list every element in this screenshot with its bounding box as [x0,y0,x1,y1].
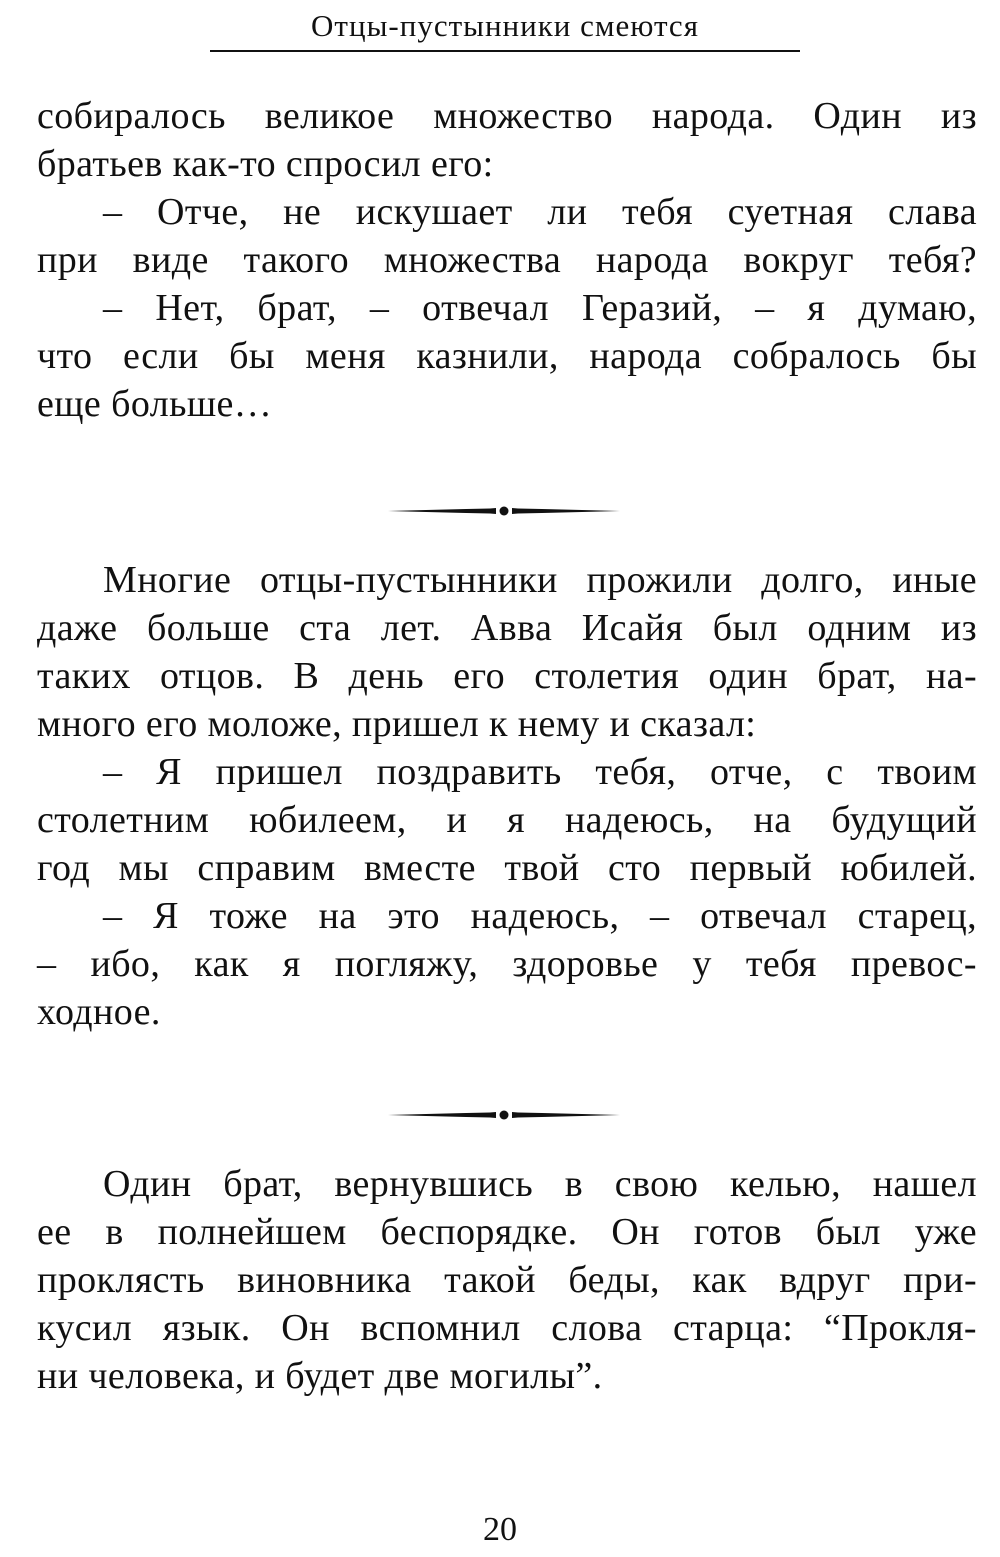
text-line: ни человека, и будет две могилы”. [37,1355,603,1397]
text-line: много его моложе, пришел к нему и сказал: [37,703,757,745]
text-line: ее в полнейшем беспорядке. Он готов был уже [37,1211,977,1253]
text-line: – ибо, как я погляжу, здоровье у тебя превос- [37,943,977,985]
section-divider-ornament [386,504,622,518]
paragraph-block-3 [37,1160,977,1400]
page-number: 20 [483,1511,517,1548]
text-line: проклясть виновника такой беды, как вдруг при- [37,1259,977,1301]
paragraph-block-1 [37,92,977,428]
paragraph-block-2 [37,556,977,1036]
text-line: ходное. [37,991,161,1033]
text-line: столетним юбилеем, и я надеюсь, на будущий [37,799,977,841]
text-line: даже больше ста лет. Авва Исайя был одним из [37,607,977,649]
text-line: – Отче, не искушает ли тебя суетная слава [103,191,977,233]
running-header: Отцы-пустынники смеются [210,6,800,52]
text-line: что если бы меня казнили, народа собралось бы [37,335,977,377]
text-line: – Я пришел поздравить тебя, отче, с твоим [103,751,977,793]
text-line: кусил язык. Он вспомнил слова старца: “Прокля- [37,1307,977,1349]
text-line: год мы справим вместе твой сто первый юбилей. [37,847,977,889]
text-line: еще больше… [37,383,273,425]
section-divider-ornament [386,1108,622,1122]
text-line: собиралось великое множество народа. Один из [37,95,977,137]
text-line: братьев как-то спросил его: [37,143,494,185]
text-line: Многие отцы-пустынники прожили долго, иные [103,559,977,601]
text-line: Один брат, вернувшись в свою келью, нашел [103,1163,977,1205]
text-line: таких отцов. В день его столетия один брат, на- [37,655,977,697]
text-line: – Нет, брат, – отвечал Геразий, – я думаю, [103,287,977,329]
text-line: – Я тоже на это надеюсь, – отвечал старец, [103,895,977,937]
text-line: при виде такого множества народа вокруг тебя? [37,239,977,281]
